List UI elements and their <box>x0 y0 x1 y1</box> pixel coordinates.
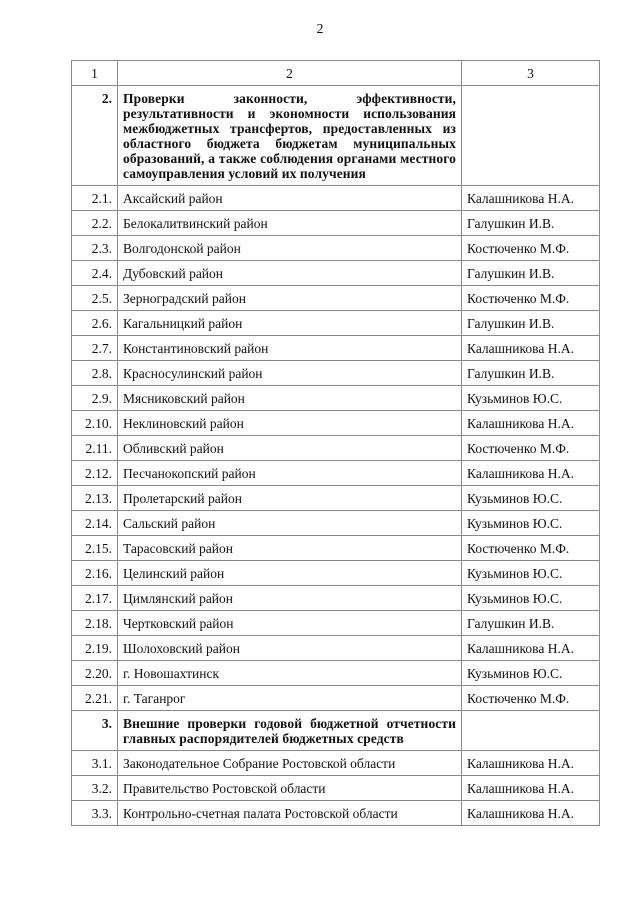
audit-object: Шолоховский район <box>118 636 462 661</box>
table-row <box>72 286 600 311</box>
row-number: 2.17. <box>72 586 118 611</box>
row-number: 2.12. <box>72 461 118 486</box>
responsible-person: Галушкин И.В. <box>462 311 600 336</box>
table-row <box>72 261 600 286</box>
audit-object: Контрольно-счетная палата Ростовской области <box>118 801 462 826</box>
table-row <box>72 311 600 336</box>
audit-object: Цимлянский район <box>118 586 462 611</box>
responsible-person: Калашникова Н.А. <box>462 336 600 361</box>
responsible-person: Кузьминов Ю.С. <box>462 511 600 536</box>
section-title: Внешние проверки годовой бюджетной отчетности главных распорядителей бюджетных средств <box>118 711 462 751</box>
table-row <box>72 486 600 511</box>
audit-object: Целинский район <box>118 561 462 586</box>
column-header-name: 2 <box>118 61 462 86</box>
responsible-person: Калашникова Н.А. <box>462 411 600 436</box>
responsible-person: Галушкин И.В. <box>462 611 600 636</box>
responsible-person <box>462 86 600 186</box>
row-number: 2.3. <box>72 236 118 261</box>
control-plan-table <box>71 60 600 826</box>
table-row <box>72 386 600 411</box>
row-number: 2.13. <box>72 486 118 511</box>
table-row <box>72 511 600 536</box>
audit-object: Кагальницкий район <box>118 311 462 336</box>
responsible-person: Костюченко М.Ф. <box>462 536 600 561</box>
responsible-person: Кузьминов Ю.С. <box>462 486 600 511</box>
row-number: 2. <box>72 86 118 186</box>
audit-object: Константиновский район <box>118 336 462 361</box>
responsible-person: Кузьминов Ю.С. <box>462 561 600 586</box>
row-number: 3. <box>72 711 118 751</box>
row-number: 2.21. <box>72 686 118 711</box>
audit-object: Аксайский район <box>118 186 462 211</box>
audit-object: Неклиновский район <box>118 411 462 436</box>
table-row <box>72 751 600 776</box>
table-row <box>72 561 600 586</box>
row-number: 2.10. <box>72 411 118 436</box>
responsible-person <box>462 711 600 751</box>
audit-object: Песчанокопский район <box>118 461 462 486</box>
table-row <box>72 186 600 211</box>
responsible-person: Костюченко М.Ф. <box>462 686 600 711</box>
responsible-person: Калашникова Н.А. <box>462 461 600 486</box>
audit-object: Мясниковский район <box>118 386 462 411</box>
row-number: 2.1. <box>72 186 118 211</box>
table-body <box>72 61 600 826</box>
row-number: 2.2. <box>72 211 118 236</box>
responsible-person: Костюченко М.Ф. <box>462 436 600 461</box>
row-number: 2.14. <box>72 511 118 536</box>
responsible-person: Калашникова Н.А. <box>462 751 600 776</box>
row-number: 2.18. <box>72 611 118 636</box>
audit-object: Сальский район <box>118 511 462 536</box>
audit-object: Зерноградский район <box>118 286 462 311</box>
table-row <box>72 636 600 661</box>
page-number: 2 <box>316 22 324 37</box>
responsible-person: Галушкин И.В. <box>462 211 600 236</box>
responsible-person: Кузьминов Ю.С. <box>462 586 600 611</box>
table-row <box>72 211 600 236</box>
row-number: 3.2. <box>72 776 118 801</box>
audit-object: Волгодонской район <box>118 236 462 261</box>
table-row <box>72 536 600 561</box>
audit-object: г. Новошахтинск <box>118 661 462 686</box>
responsible-person: Костюченко М.Ф. <box>462 286 600 311</box>
responsible-person: Калашникова Н.А. <box>462 776 600 801</box>
responsible-person: Галушкин И.В. <box>462 361 600 386</box>
table-row <box>72 801 600 826</box>
audit-object: Чертковский район <box>118 611 462 636</box>
section-row <box>72 86 600 186</box>
table-header-row <box>72 61 600 86</box>
row-number: 2.7. <box>72 336 118 361</box>
row-number: 2.6. <box>72 311 118 336</box>
table-row <box>72 336 600 361</box>
table-row <box>72 436 600 461</box>
responsible-person: Калашникова Н.А. <box>462 801 600 826</box>
table-row <box>72 611 600 636</box>
audit-object: г. Таганрог <box>118 686 462 711</box>
audit-object: Тарасовский район <box>118 536 462 561</box>
row-number: 2.16. <box>72 561 118 586</box>
column-header-number: 1 <box>72 61 118 86</box>
table-row <box>72 236 600 261</box>
row-number: 2.20. <box>72 661 118 686</box>
row-number: 2.19. <box>72 636 118 661</box>
table-row <box>72 461 600 486</box>
row-number: 2.15. <box>72 536 118 561</box>
row-number: 2.4. <box>72 261 118 286</box>
row-number: 3.1. <box>72 751 118 776</box>
audit-object: Красносулинский район <box>118 361 462 386</box>
table-row <box>72 661 600 686</box>
column-header-responsible: 3 <box>462 61 600 86</box>
section-row <box>72 711 600 751</box>
row-number: 2.11. <box>72 436 118 461</box>
row-number: 3.3. <box>72 801 118 826</box>
table-row <box>72 776 600 801</box>
row-number: 2.5. <box>72 286 118 311</box>
row-number: 2.9. <box>72 386 118 411</box>
responsible-person: Калашникова Н.А. <box>462 636 600 661</box>
responsible-person: Костюченко М.Ф. <box>462 236 600 261</box>
responsible-person: Кузьминов Ю.С. <box>462 661 600 686</box>
audit-object: Обливский район <box>118 436 462 461</box>
table-row <box>72 686 600 711</box>
audit-object: Законодательное Собрание Ростовской области <box>118 751 462 776</box>
audit-object: Правительство Ростовской области <box>118 776 462 801</box>
table-row <box>72 361 600 386</box>
responsible-person: Галушкин И.В. <box>462 261 600 286</box>
section-title: Проверки законности, эффективности, результативности и экономности использования межбюджетных трансфертов, предоставленных из областного бюджета бюджетам муниципальных образований, а также соблюдения органами местного самоуправления условий их получения <box>118 86 462 186</box>
table-row <box>72 411 600 436</box>
responsible-person: Кузьминов Ю.С. <box>462 386 600 411</box>
audit-object: Белокалитвинский район <box>118 211 462 236</box>
row-number: 2.8. <box>72 361 118 386</box>
table-row <box>72 586 600 611</box>
audit-object: Дубовский район <box>118 261 462 286</box>
audit-object: Пролетарский район <box>118 486 462 511</box>
responsible-person: Калашникова Н.А. <box>462 186 600 211</box>
